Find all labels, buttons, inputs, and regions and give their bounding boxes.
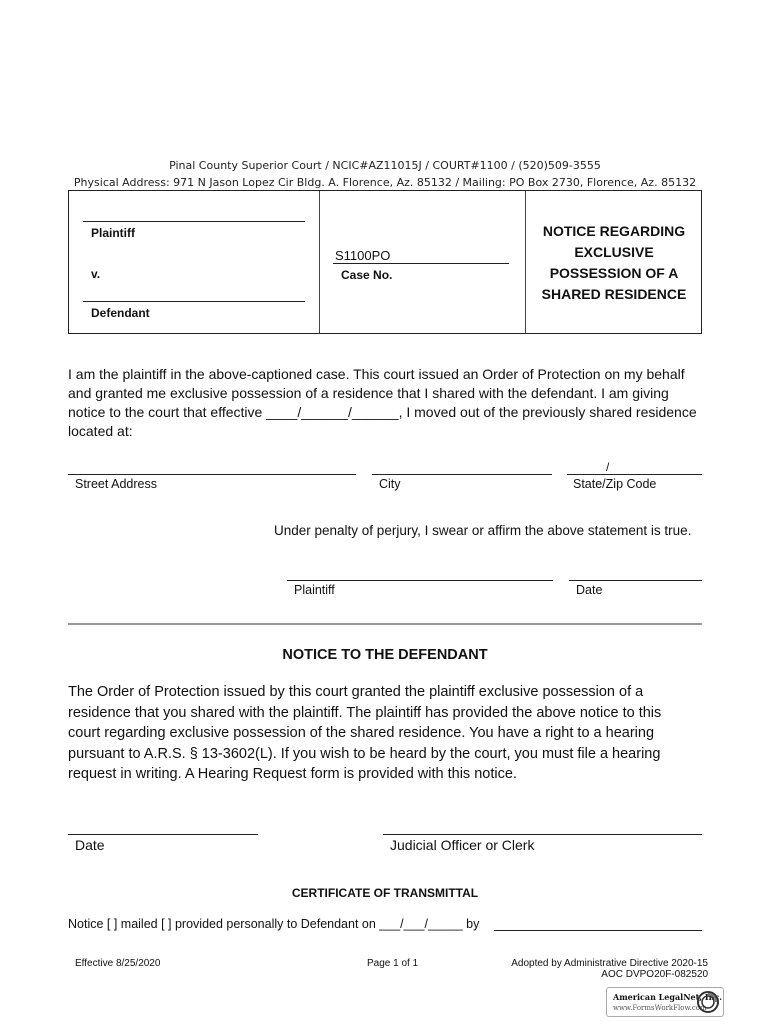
form-title-line: POSSESSION OF A xyxy=(549,265,679,281)
logo-company: American LegalNet, Inc. xyxy=(613,992,723,1002)
section-divider xyxy=(68,623,702,625)
officer-date-label: Date xyxy=(75,837,105,853)
plaintiff-label: Plaintiff xyxy=(91,226,135,240)
notice-line: residence that you shared with the plaintiff. The plaintiff has provided the above notice to this xyxy=(68,704,662,721)
case-number-line xyxy=(333,263,509,264)
plaintiff-date-line[interactable] xyxy=(569,580,702,581)
certificate-heading: CERTIFICATE OF TRANSMITTAL xyxy=(291,886,479,900)
court-header-line1: Pinal County Superior Court / NCIC#AZ11015J / COURT#1100 / (520)509-3555 xyxy=(169,159,601,172)
statement-line: I am the plaintiff in the above-captioned case. This court issued an Order of Protection on my behalf xyxy=(68,366,685,382)
city-field[interactable] xyxy=(372,474,552,475)
statement-line: and granted me exclusive possession of a residence that I shared with the defendant. I am giving xyxy=(68,385,669,401)
state-zip-label: State/Zip Code xyxy=(573,477,657,491)
form-title-line: SHARED RESIDENCE xyxy=(541,286,687,302)
street-address-label: Street Address xyxy=(75,477,157,491)
perjury-affirmation: Under penalty of perjury, I swear or affirm the above statement is true. xyxy=(274,523,692,538)
city-label: City xyxy=(379,477,401,491)
footer-form-code: AOC DVPO20F-082520 xyxy=(601,969,708,980)
state-zip-separator: / xyxy=(606,460,610,474)
caption-divider-1 xyxy=(319,191,320,333)
case-caption-box xyxy=(68,190,702,334)
plaintiff-date-label: Date xyxy=(576,583,603,597)
case-number-label: Case No. xyxy=(341,268,393,282)
statement-line: located at: xyxy=(68,423,133,439)
plaintiff-statement xyxy=(68,365,708,441)
plaintiff-signature-line[interactable] xyxy=(287,580,553,581)
officer-signature-label: Judicial Officer or Clerk xyxy=(390,837,535,853)
statement-line xyxy=(68,403,708,422)
defendant-notice-heading: NOTICE TO THE DEFENDANT xyxy=(282,647,488,663)
defendant-name-line[interactable] xyxy=(83,301,305,302)
state-zip-field[interactable] xyxy=(567,474,702,475)
form-title xyxy=(525,221,703,305)
court-header-line2: Physical Address: 971 N Jason Lopez Cir Bldg. A. Florence, Az. 85132 / Mailing: PO Box 2730, Florence, Az. 85132 xyxy=(73,176,697,189)
case-number-value[interactable]: S1100PO xyxy=(335,248,391,263)
officer-date-line[interactable] xyxy=(68,834,258,835)
notice-line: pursuant to A.R.S. § 13-3602(L). If you wish to be heard by the court, you must file a hearing xyxy=(68,745,661,762)
footer-effective-date: Effective 8/25/2020 xyxy=(75,958,161,969)
legalnet-logo xyxy=(606,987,724,1017)
effective-date-field[interactable]: ____/______/______ xyxy=(266,404,399,420)
logo-website: www.FormsWorkFlow.com xyxy=(613,1004,707,1012)
certificate-text: Notice [ ] mailed [ ] provided personally to Defendant on ___/___/_____ by xyxy=(68,917,480,931)
notice-line: request in writing. A Hearing Request form is provided with this notice. xyxy=(68,766,517,782)
street-address-field[interactable] xyxy=(68,474,356,475)
defendant-label: Defendant xyxy=(91,306,150,320)
plaintiff-name-line[interactable] xyxy=(83,221,305,222)
notice-line: court regarding exclusive possession of the shared residence. You have a right to a hearing xyxy=(68,725,655,741)
statement-line3-start: notice to the court that effective xyxy=(68,404,263,420)
defendant-notice-body xyxy=(68,682,708,785)
plaintiff-signature-label: Plaintiff xyxy=(294,583,335,597)
transmittal-by-line[interactable] xyxy=(494,930,702,931)
legalnet-logo-icon xyxy=(696,990,720,1014)
form-title-line: EXCLUSIVE xyxy=(574,244,654,260)
footer-page-number: Page 1 of 1 xyxy=(367,958,419,969)
statement-line3-end: , I moved out of the previously shared residence xyxy=(398,404,697,420)
notice-line: The Order of Protection issued by this court granted the plaintiff exclusive possession of a xyxy=(68,684,644,700)
versus-label: v. xyxy=(91,267,101,281)
footer-directive: Adopted by Administrative Directive 2020-15 xyxy=(511,958,708,969)
form-title-line: NOTICE REGARDING xyxy=(542,223,686,239)
officer-signature-line[interactable] xyxy=(383,834,702,835)
